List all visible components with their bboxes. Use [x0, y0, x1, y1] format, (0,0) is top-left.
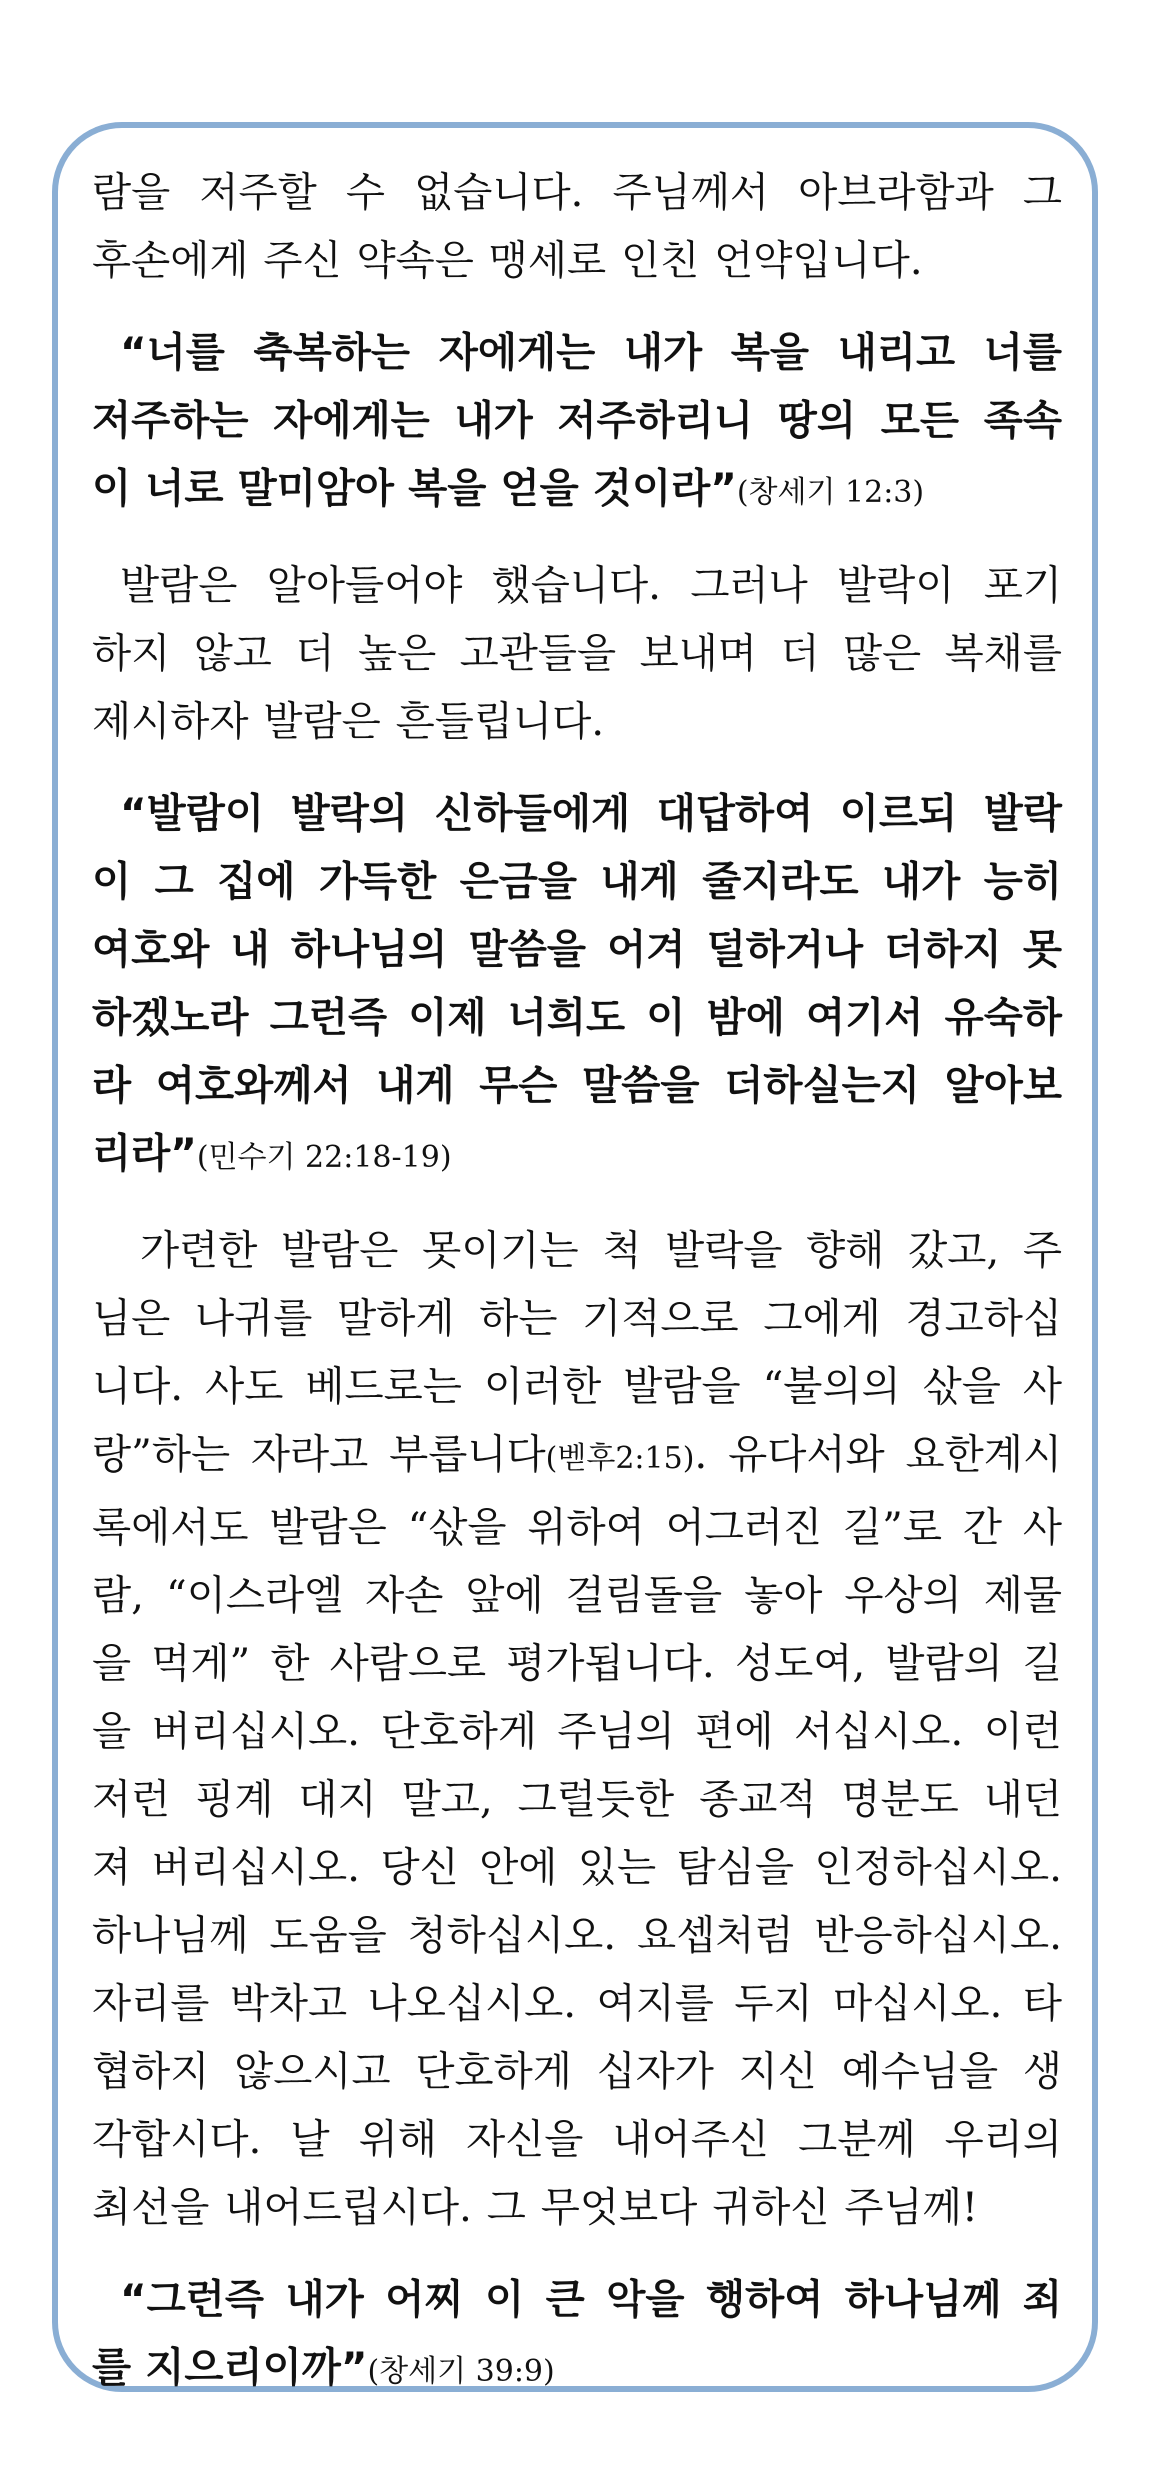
paragraph-line: 후손에게 주신 약속은 맹세로 인친 언약입니다.	[92, 236, 923, 284]
paragraph-line: 각합시다. 날 위해 자신을 내어주신 그분께 우리의	[92, 2115, 1062, 2163]
paragraph-line: 져 버리십시오. 당신 안에 있는 탐심을 인정하십시오.	[92, 1843, 1062, 1891]
paragraph-2	[92, 551, 1062, 755]
quote-line-last	[92, 2333, 1062, 2406]
scripture-reference: (민수기 22:18-19)	[196, 1140, 452, 1175]
paragraph-line: 니다. 사도 베드로는 이러한 발람을 “불의의 삯을 사	[92, 1362, 1062, 1410]
paragraph-line	[92, 1420, 1062, 1493]
inline-text: . 유다서와 요한계시	[694, 1430, 1063, 1478]
quote-line: “그런즉 내가 어찌 이 큰 악을 행하여 하나님께 죄	[120, 2275, 1062, 2323]
quote-line: 라 여호와께서 내게 무슨 말씀을 더하실는지 알아보	[92, 1061, 1062, 1109]
content-frame	[52, 122, 1098, 2392]
paragraph-line: 가련한 발람은 못이기는 척 발락을 향해 갔고, 주	[140, 1226, 1062, 1274]
paragraph-line: 하지 않고 더 높은 고관들을 보내며 더 많은 복채를	[92, 629, 1062, 677]
quote-text: 이 너로 말미암아 복을 얻을 것이라”	[92, 464, 737, 512]
paragraph-line: 발람은 알아들어야 했습니다. 그러나 발락이 포기	[120, 561, 1062, 609]
scripture-reference: (창세기 12:3)	[736, 475, 925, 510]
scripture-quote-1	[92, 318, 1062, 527]
paragraph-line: 자리를 박차고 나오십시오. 여지를 두지 마십시오. 타	[92, 1979, 1062, 2027]
paragraph-3	[92, 1216, 1062, 2241]
scripture-quote-2	[92, 779, 1062, 1192]
scripture-quote-3	[92, 2265, 1062, 2406]
scripture-reference: (창세기 39:9)	[367, 2354, 555, 2389]
paragraph-line: 람을 저주할 수 없습니다. 주님께서 아브라함과 그	[92, 168, 1062, 216]
paragraph-line: 을 버리십시오. 단호하게 주님의 편에 서십시오. 이런	[92, 1707, 1062, 1755]
paragraph-1	[92, 158, 1062, 294]
paragraph-line: 님은 나귀를 말하게 하는 기적으로 그에게 경고하십	[92, 1294, 1062, 1342]
paragraph-line: 람, “이스라엘 자손 앞에 걸림돌을 놓아 우상의 제물	[92, 1571, 1062, 1619]
inline-text: 랑”하는 자라고 부릅니다	[92, 1430, 546, 1478]
paragraph-line: 저런 핑계 대지 말고, 그럴듯한 종교적 명분도 내던	[92, 1775, 1062, 1823]
quote-line: 이 그 집에 가득한 은금을 내게 줄지라도 내가 능히	[92, 857, 1062, 905]
paragraph-line: 하나님께 도움을 청하십시오. 요셉처럼 반응하십시오.	[92, 1911, 1062, 1959]
paragraph-line: 을 먹게” 한 사람으로 평가됩니다. 성도여, 발람의 길	[92, 1639, 1062, 1687]
quote-line: 하겠노라 그런즉 이제 너희도 이 밤에 여기서 유숙하	[92, 993, 1062, 1041]
quote-line-last	[92, 454, 1062, 527]
page-content	[92, 158, 1062, 2406]
quote-line: “발람이 발락의 신하들에게 대답하여 이르되 발락	[120, 789, 1062, 837]
quote-line-last	[92, 1119, 1062, 1192]
quote-line: 여호와 내 하나님의 말씀을 어겨 덜하거나 더하지 못	[92, 925, 1062, 973]
paragraph-line: 최선을 내어드립시다. 그 무엇보다 귀하신 주님께!	[92, 2183, 978, 2231]
paragraph-line: 협하지 않으시고 단호하게 십자가 지신 예수님을 생	[92, 2047, 1062, 2095]
quote-text: 를 지으리이까”	[92, 2343, 368, 2391]
paragraph-line: 록에서도 발람은 “삯을 위하여 어그러진 길”로 간 사	[92, 1503, 1062, 1551]
quote-text: 리라”	[92, 1129, 197, 1177]
paragraph-line: 제시하자 발람은 흔들립니다.	[92, 697, 605, 745]
inline-reference: (벧후2:15)	[545, 1441, 695, 1476]
quote-line: 저주하는 자에게는 내가 저주하리니 땅의 모든 족속	[92, 396, 1062, 444]
quote-line: “너를 축복하는 자에게는 내가 복을 내리고 너를	[120, 328, 1062, 376]
